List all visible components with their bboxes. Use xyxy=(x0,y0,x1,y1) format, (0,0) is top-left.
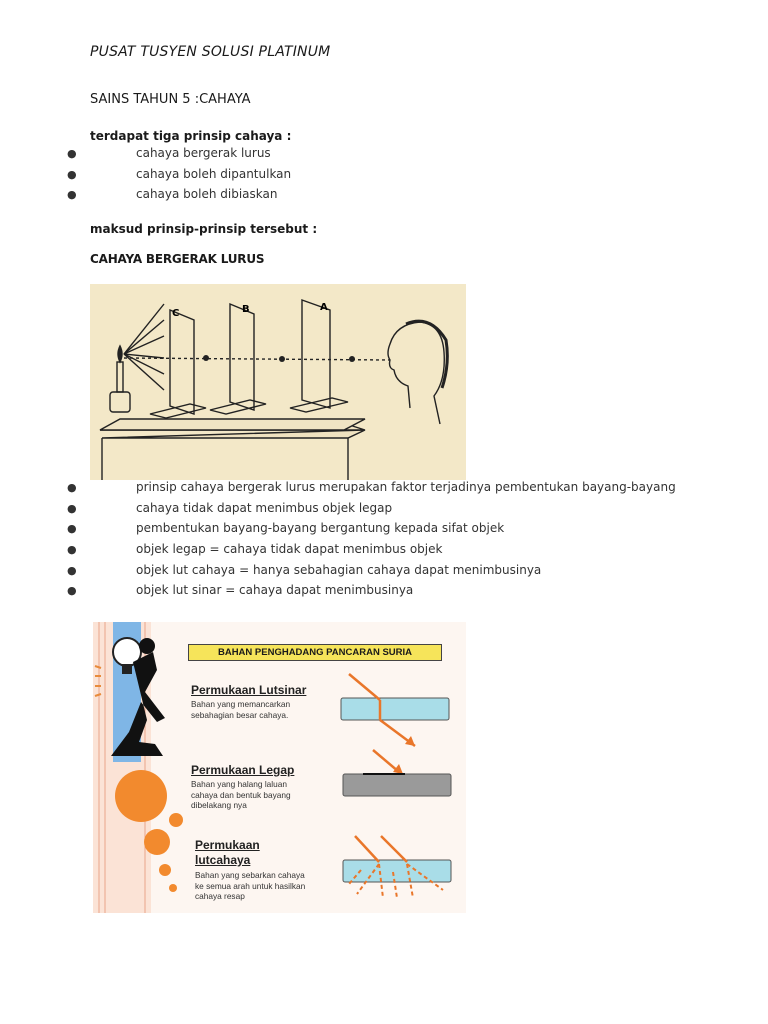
list-item: ● pembentukan bayang-bayang bergantung kepada sifat objek xyxy=(67,521,505,536)
card-label-a: A xyxy=(320,302,328,313)
panel-title-diffuse: Permukaan lutcahaya xyxy=(195,838,260,867)
straight-light-figure xyxy=(90,284,466,480)
panel-desc-translucent: Bahan yang memancarkan sebahagian besar cahaya. xyxy=(191,699,291,720)
section1-heading: terdapat tiga prinsip cahaya : xyxy=(90,129,292,143)
page-subject: SAINS TAHUN 5 :CAHAYA xyxy=(90,92,251,107)
materials-slide xyxy=(93,622,466,913)
list-item: ● cahaya bergerak lurus xyxy=(67,146,271,160)
list-item: ● prinsip cahaya bergerak lurus merupakan faktor terjadinya pembentukan bayang-bayang xyxy=(67,480,676,494)
panel-title-translucent: Permukaan Lutsinar xyxy=(191,683,307,697)
card-label-c: C xyxy=(172,308,180,319)
list-item: ● objek lut cahaya = hanya sebahagian cahaya dapat menimbusinya xyxy=(67,562,542,577)
section2-heading: maksud prinsip-prinsip tersebut : xyxy=(90,222,318,236)
straight-light-heading: CAHAYA BERGERAK LURUS xyxy=(90,252,265,266)
list-item: ● cahaya tidak dapat menimbus objek legap xyxy=(67,500,393,515)
list-item: ● cahaya boleh dibiaskan xyxy=(67,187,278,202)
slide-title: BAHAN PENGHADANG PANCARAN SURIA xyxy=(188,644,442,661)
panel-desc-opaque: Bahan yang halang laluan cahaya dan bentuk bayang dibelakang nya xyxy=(191,779,291,810)
principles-list xyxy=(0,146,768,208)
school-name: PUSAT TUSYEN SOLUSI PLATINUM xyxy=(90,44,331,60)
panel-desc-diffuse: Bahan yang sebarkan cahaya ke semua arah untuk hasilkan cahaya resap xyxy=(195,870,306,901)
list-item: ● objek lut sinar = cahaya dapat menimbusinya xyxy=(67,583,414,598)
shadow-facts-list xyxy=(0,480,768,604)
list-item: ● cahaya boleh dipantulkan xyxy=(67,166,292,181)
card-label-b: B xyxy=(242,304,250,315)
list-item: ● objek legap = cahaya tidak dapat menimbus objek xyxy=(67,542,443,557)
panel-title-opaque: Permukaan Legap xyxy=(191,763,295,777)
